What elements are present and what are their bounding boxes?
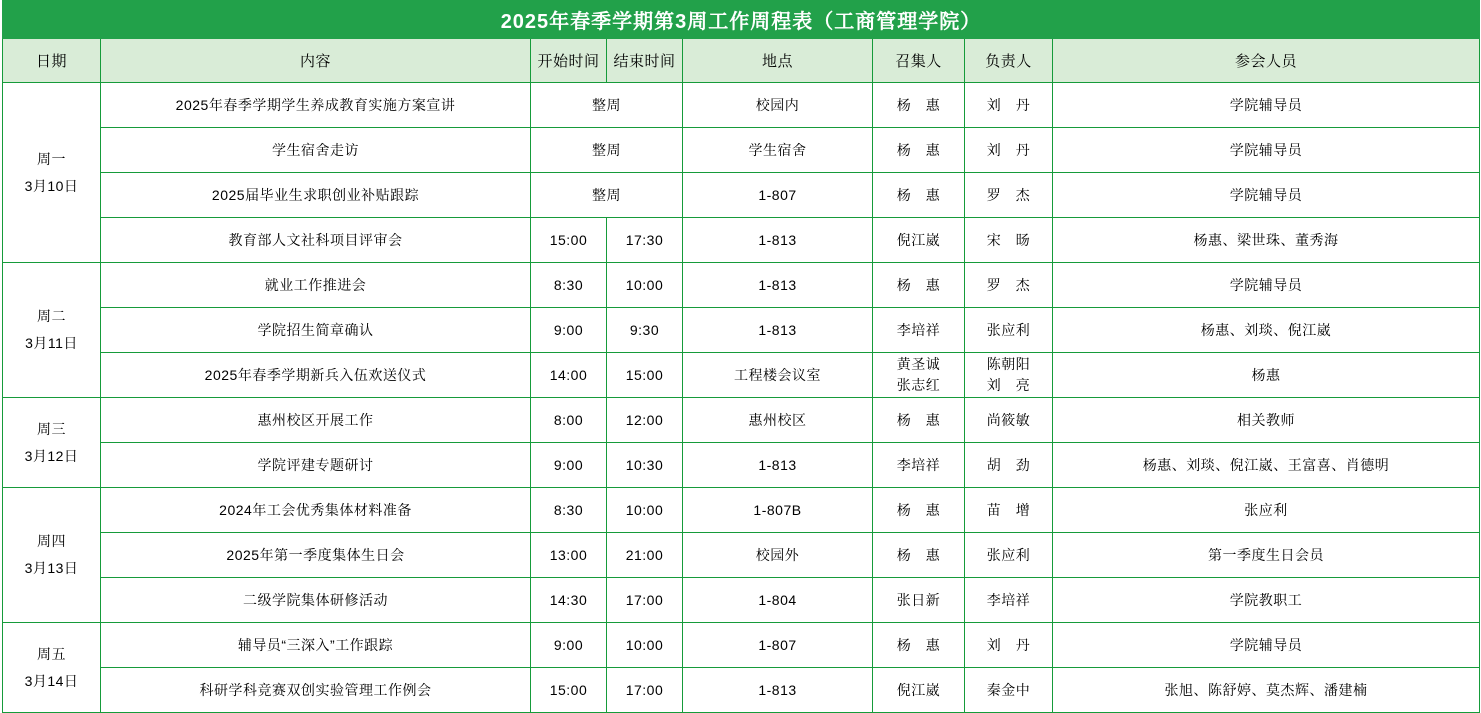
content-cell: 2025年春季学期学生养成教育实施方案宣讲 xyxy=(101,83,531,128)
end-time-cell: 10:30 xyxy=(607,443,683,488)
attendees-cell: 杨惠、梁世珠、董秀海 xyxy=(1053,218,1480,263)
content-cell: 2024年工会优秀集体材料准备 xyxy=(101,488,531,533)
day-label: 周五 xyxy=(37,645,66,662)
attendees-cell: 杨惠 xyxy=(1053,353,1480,398)
attendees-cell: 学院辅导员 xyxy=(1053,83,1480,128)
attendees-cell: 杨惠、刘琰、倪江崴 xyxy=(1053,308,1480,353)
end-time-cell: 9:30 xyxy=(607,308,683,353)
charge-cell: 秦金中 xyxy=(965,668,1053,713)
day-cell-3 xyxy=(3,488,101,623)
charge-cell: 刘 丹 xyxy=(965,83,1053,128)
time-cell: 整周 xyxy=(531,173,683,218)
start-time-cell: 8:00 xyxy=(531,398,607,443)
table-row xyxy=(3,443,1480,488)
column-header-0: 日期 xyxy=(3,39,101,83)
end-time-cell: 17:00 xyxy=(607,578,683,623)
content-cell: 学生宿舍走访 xyxy=(101,128,531,173)
attendees-cell: 学院教职工 xyxy=(1053,578,1480,623)
day-label: 周二 xyxy=(37,308,66,325)
place-cell: 学生宿舍 xyxy=(683,128,873,173)
day-label: 周四 xyxy=(37,533,66,550)
content-cell: 2025届毕业生求职创业补贴跟踪 xyxy=(101,173,531,218)
content-cell: 二级学院集体研修活动 xyxy=(101,578,531,623)
attendees-cell: 学院辅导员 xyxy=(1053,173,1480,218)
start-time-cell: 9:00 xyxy=(531,308,607,353)
day-label: 周一 xyxy=(37,150,66,167)
content-cell: 2025年第一季度集体生日会 xyxy=(101,533,531,578)
day-label: 周三 xyxy=(37,420,66,437)
day-date: 3月13日 xyxy=(24,560,79,576)
attendees-cell: 张应利 xyxy=(1053,488,1480,533)
place-cell: 1-807 xyxy=(683,623,873,668)
page-title: 2025年春季学期第3周工作周程表（工商管理学院） xyxy=(3,1,1480,39)
charge-cell: 尚筱敏 xyxy=(965,398,1053,443)
end-time-cell: 10:00 xyxy=(607,488,683,533)
day-date: 3月14日 xyxy=(24,672,79,689)
title-row xyxy=(3,1,1480,39)
content-cell: 学院招生简章确认 xyxy=(101,308,531,353)
table-row xyxy=(3,308,1480,353)
table-row xyxy=(3,578,1480,623)
attendees-cell: 学院辅导员 xyxy=(1053,623,1480,668)
start-time-cell: 8:30 xyxy=(531,488,607,533)
start-time-cell: 15:00 xyxy=(531,218,607,263)
place-cell: 1-804 xyxy=(683,578,873,623)
content-cell: 惠州校区开展工作 xyxy=(101,398,531,443)
charge-cell: 李培祥 xyxy=(965,578,1053,623)
table-row xyxy=(3,263,1480,308)
end-time-cell: 12:00 xyxy=(607,398,683,443)
day-cell-1 xyxy=(3,263,101,398)
start-time-cell: 8:30 xyxy=(531,263,607,308)
convener-cell: 杨 惠 xyxy=(873,398,965,443)
table-row xyxy=(3,488,1480,533)
attendees-cell: 学院辅导员 xyxy=(1053,128,1480,173)
column-header-6: 负责人 xyxy=(965,39,1053,83)
attendees-cell: 张旭、陈舒婷、莫杰辉、潘建楠 xyxy=(1053,668,1480,713)
column-header-5: 召集人 xyxy=(873,39,965,83)
table-row xyxy=(3,533,1480,578)
end-time-cell: 10:00 xyxy=(607,623,683,668)
day-date: 3月10日 xyxy=(24,177,79,194)
day-cell-2 xyxy=(3,398,101,488)
start-time-cell: 13:00 xyxy=(531,533,607,578)
end-time-cell: 17:00 xyxy=(607,668,683,713)
table-row xyxy=(3,353,1480,398)
time-cell: 整周 xyxy=(531,83,683,128)
convener-cell: 李培祥 xyxy=(873,308,965,353)
attendees-cell: 相关教师 xyxy=(1053,398,1480,443)
day-date: 3月11日 xyxy=(25,335,78,351)
convener-cell: 杨 惠 xyxy=(873,263,965,308)
charge-cell: 张应利 xyxy=(965,533,1053,578)
column-header-3: 结束时间 xyxy=(607,39,683,83)
table-row xyxy=(3,668,1480,713)
convener-cell: 杨 惠 xyxy=(873,533,965,578)
content-cell: 辅导员“三深入”工作跟踪 xyxy=(101,623,531,668)
column-header-4: 地点 xyxy=(683,39,873,83)
charge-cell: 罗 杰 xyxy=(965,263,1053,308)
attendees-cell: 杨惠、刘琰、倪江崴、王富喜、肖德明 xyxy=(1053,443,1480,488)
table-row xyxy=(3,83,1480,128)
content-cell: 科研学科竞赛双创实验管理工作例会 xyxy=(101,668,531,713)
start-time-cell: 15:00 xyxy=(531,668,607,713)
charge-cell: 刘 丹 xyxy=(965,128,1053,173)
place-cell: 惠州校区 xyxy=(683,398,873,443)
convener-cell: 杨 惠 xyxy=(873,128,965,173)
convener-cell: 杨 惠 xyxy=(873,623,965,668)
start-time-cell: 14:30 xyxy=(531,578,607,623)
table-row xyxy=(3,218,1480,263)
time-cell: 整周 xyxy=(531,128,683,173)
convener-cell: 倪江崴 xyxy=(873,218,965,263)
convener-cell: 杨 惠 xyxy=(873,488,965,533)
schedule-body xyxy=(3,1,1480,713)
column-header-2: 开始时间 xyxy=(531,39,607,83)
charge-cell: 刘 丹 xyxy=(965,623,1053,668)
day-cell-4 xyxy=(3,623,101,713)
charge-cell: 张应利 xyxy=(965,308,1053,353)
end-time-cell: 10:00 xyxy=(607,263,683,308)
place-cell: 1-813 xyxy=(683,263,873,308)
end-time-cell: 21:00 xyxy=(607,533,683,578)
start-time-cell: 9:00 xyxy=(531,623,607,668)
place-cell: 工程楼会议室 xyxy=(683,353,873,398)
day-date: 3月12日 xyxy=(24,447,79,464)
end-time-cell: 17:30 xyxy=(607,218,683,263)
charge-cell: 苗 增 xyxy=(965,488,1053,533)
place-cell: 1-807B xyxy=(683,488,873,533)
content-cell: 学院评建专题研讨 xyxy=(101,443,531,488)
table-row xyxy=(3,173,1480,218)
convener-cell: 倪江崴 xyxy=(873,668,965,713)
place-cell: 1-813 xyxy=(683,308,873,353)
day-cell-0 xyxy=(3,83,101,263)
charge-cell: 陈朝阳 刘 亮 xyxy=(965,353,1053,398)
place-cell: 1-813 xyxy=(683,443,873,488)
convener-cell: 杨 惠 xyxy=(873,83,965,128)
table-row xyxy=(3,128,1480,173)
charge-cell: 胡 劲 xyxy=(965,443,1053,488)
content-cell: 教育部人文社科项目评审会 xyxy=(101,218,531,263)
start-time-cell: 14:00 xyxy=(531,353,607,398)
charge-cell: 罗 杰 xyxy=(965,173,1053,218)
column-header-1: 内容 xyxy=(101,39,531,83)
start-time-cell: 9:00 xyxy=(531,443,607,488)
content-cell: 2025年春季学期新兵入伍欢送仪式 xyxy=(101,353,531,398)
header-row xyxy=(3,39,1480,83)
convener-cell: 李培祥 xyxy=(873,443,965,488)
table-row xyxy=(3,398,1480,443)
place-cell: 1-813 xyxy=(683,218,873,263)
place-cell: 1-807 xyxy=(683,173,873,218)
schedule-table xyxy=(2,0,1480,713)
column-header-7: 参会人员 xyxy=(1053,39,1480,83)
convener-cell: 张日新 xyxy=(873,578,965,623)
place-cell: 校园内 xyxy=(683,83,873,128)
content-cell: 就业工作推进会 xyxy=(101,263,531,308)
charge-cell: 宋 旸 xyxy=(965,218,1053,263)
place-cell: 1-813 xyxy=(683,668,873,713)
attendees-cell: 学院辅导员 xyxy=(1053,263,1480,308)
table-row xyxy=(3,623,1480,668)
place-cell: 校园外 xyxy=(683,533,873,578)
convener-cell: 黄圣诚 张志红 xyxy=(873,353,965,398)
attendees-cell: 第一季度生日会员 xyxy=(1053,533,1480,578)
convener-cell: 杨 惠 xyxy=(873,173,965,218)
end-time-cell: 15:00 xyxy=(607,353,683,398)
